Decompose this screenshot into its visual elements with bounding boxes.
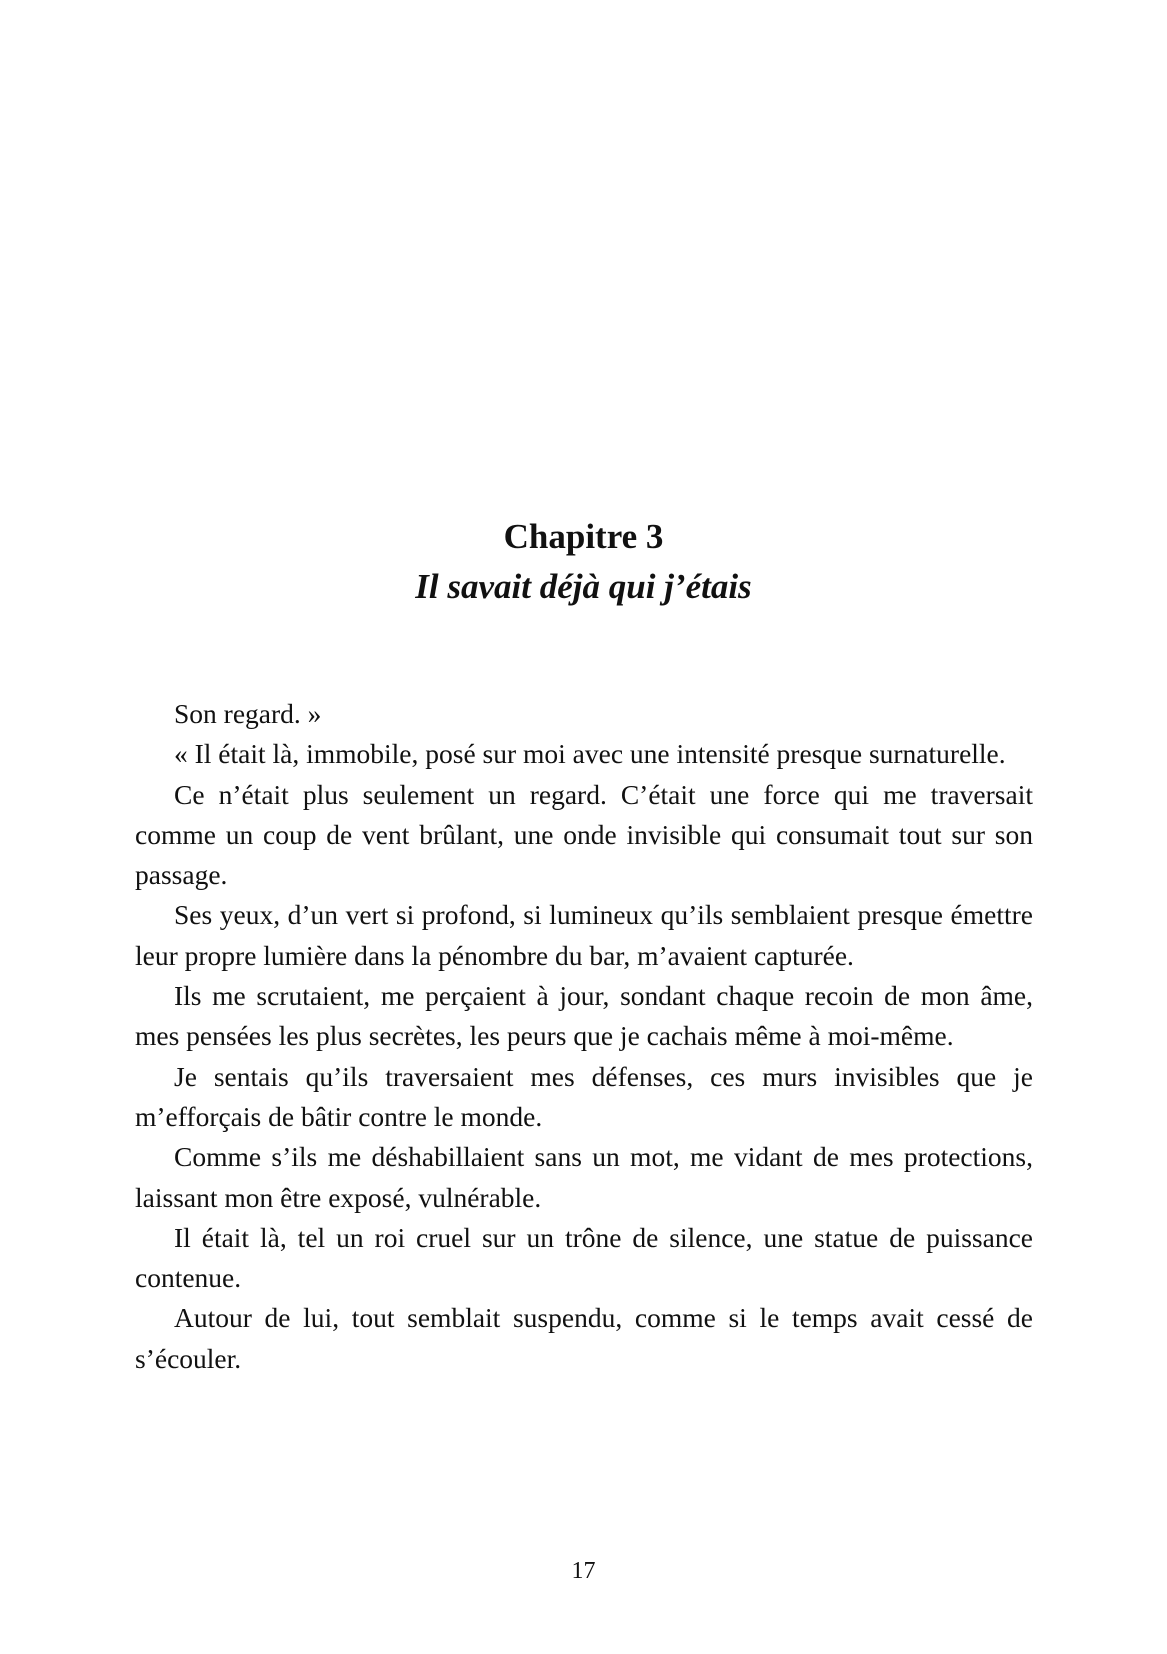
paragraph: Je sentais qu’ils traversaient mes défenses, ces murs invisibles que je m’efforçais de bâtir contre le monde. bbox=[135, 1060, 1033, 1132]
paragraph: Comme s’ils me déshabillaient sans un mot, me vidant de mes protections, laissant mon être exposé, vulnérable. bbox=[135, 1141, 1033, 1213]
paragraph: Ses yeux, d’un vert si profond, si lumineux qu’ils semblaient presque émettre leur propre lumière dans la pénombre du bar, m’avaient capturée. bbox=[135, 899, 1033, 971]
chapter-heading bbox=[0, 512, 1167, 612]
paragraph: Il était là, tel un roi cruel sur un trône de silence, une statue de puissance contenue. bbox=[135, 1221, 1033, 1294]
paragraph: Ce n’était plus seulement un regard. C’était une force qui me traversait comme un coup de vent brûlant, une onde invisible qui consumait tout sur son passage. bbox=[135, 778, 1033, 891]
chapter-title: Chapitre 3 bbox=[503, 517, 664, 556]
paragraph: Son regard. » bbox=[174, 698, 322, 729]
page-number: 17 bbox=[571, 1558, 596, 1584]
paragraph: Autour de lui, tout semblait suspendu, comme si le temps avait cessé de s’écouler. bbox=[135, 1302, 1033, 1374]
paragraph: Ils me scrutaient, me perçaient à jour, sondant chaque recoin de mon âme, mes pensées les plus secrètes, les peurs que je cachais même à moi-même. bbox=[135, 980, 1033, 1052]
chapter-body bbox=[135, 694, 1033, 1379]
paragraph: « Il était là, immobile, posé sur moi avec une intensité presque surnaturelle. bbox=[174, 738, 1006, 770]
chapter-subtitle: Il savait déjà qui j’étais bbox=[415, 567, 752, 606]
